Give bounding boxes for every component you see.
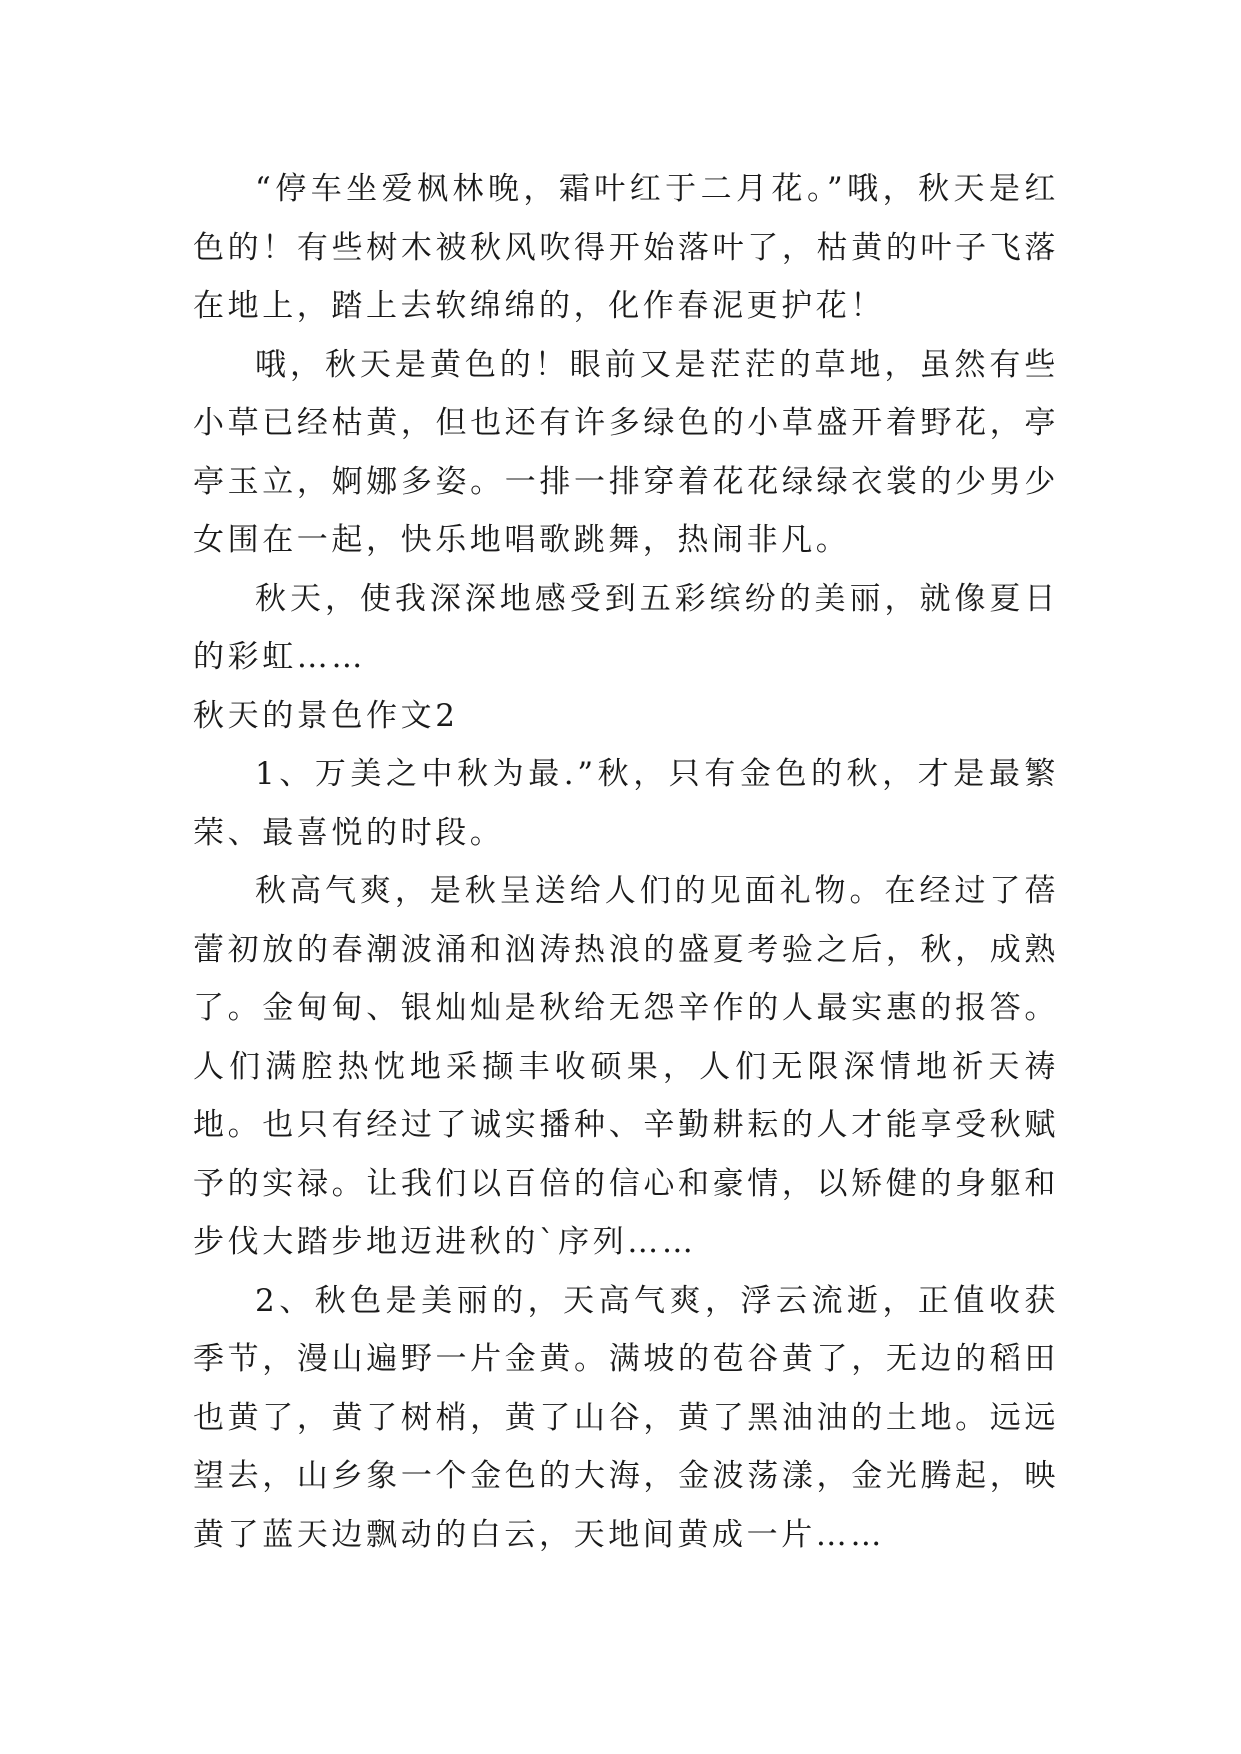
paragraph-item-2: 2、秋色是美丽的，天高气爽，浮云流逝，正值收获季节，漫山遍野一片金黄。满坡的苞谷黄了，无边的稻田也黄了，黄了树梢，黄了山谷，黄了黑油油的土地。远远望去，山乡象一个金色的大海，金波荡漾，金光腾起，映黄了蓝天边飘动的白云，天地间黄成一片……: [193, 1282, 1059, 1553]
document-body: [193, 160, 1059, 1564]
paragraph-yellow-autumn: 哦，秋天是黄色的！眼前又是茫茫的草地，虽然有些小草已经枯黄，但也还有许多绿色的小草盛开着野花，亭亭玉立，婀娜多姿。一排一排穿着花花绿绿衣裳的少男少女围在一起，快乐地唱歌跳舞，热闹非凡。: [193, 346, 1059, 558]
paragraph-red-autumn: “停车坐爱枫林晚，霜叶红于二月花。”哦，秋天是红色的！有些树木被秋风吹得开始落叶了，枯黄的叶子飞落在地上，踏上去软绵绵的，化作春泥更护花！: [193, 171, 1059, 324]
paragraph-item-1: 1、万美之中秋为最.”秋，只有金色的秋，才是最繁荣、最喜悦的时段。: [193, 756, 1059, 851]
paragraph-autumn-gift: 秋高气爽，是秋呈送给人们的见面礼物。在经过了蓓蕾初放的春潮波涌和汹涛热浪的盛夏考验之后，秋，成熟了。金甸甸、银灿灿是秋给无怨辛作的人最实惠的报答。人们满腔热忱地采撷丰收硕果，人们无限深情地祈天祷地。也只有经过了诚实播种、辛勤耕耘的人才能享受秋赋予的实禄。让我们以百倍的信心和豪情，以矫健的身躯和步伐大踏步地迈进秋的`序列……: [193, 873, 1059, 1260]
paragraph-rainbow: 秋天，使我深深地感受到五彩缤纷的美丽，就像夏日的彩虹……: [193, 580, 1059, 675]
essay-heading-2: 秋天的景色作文2: [193, 697, 459, 734]
